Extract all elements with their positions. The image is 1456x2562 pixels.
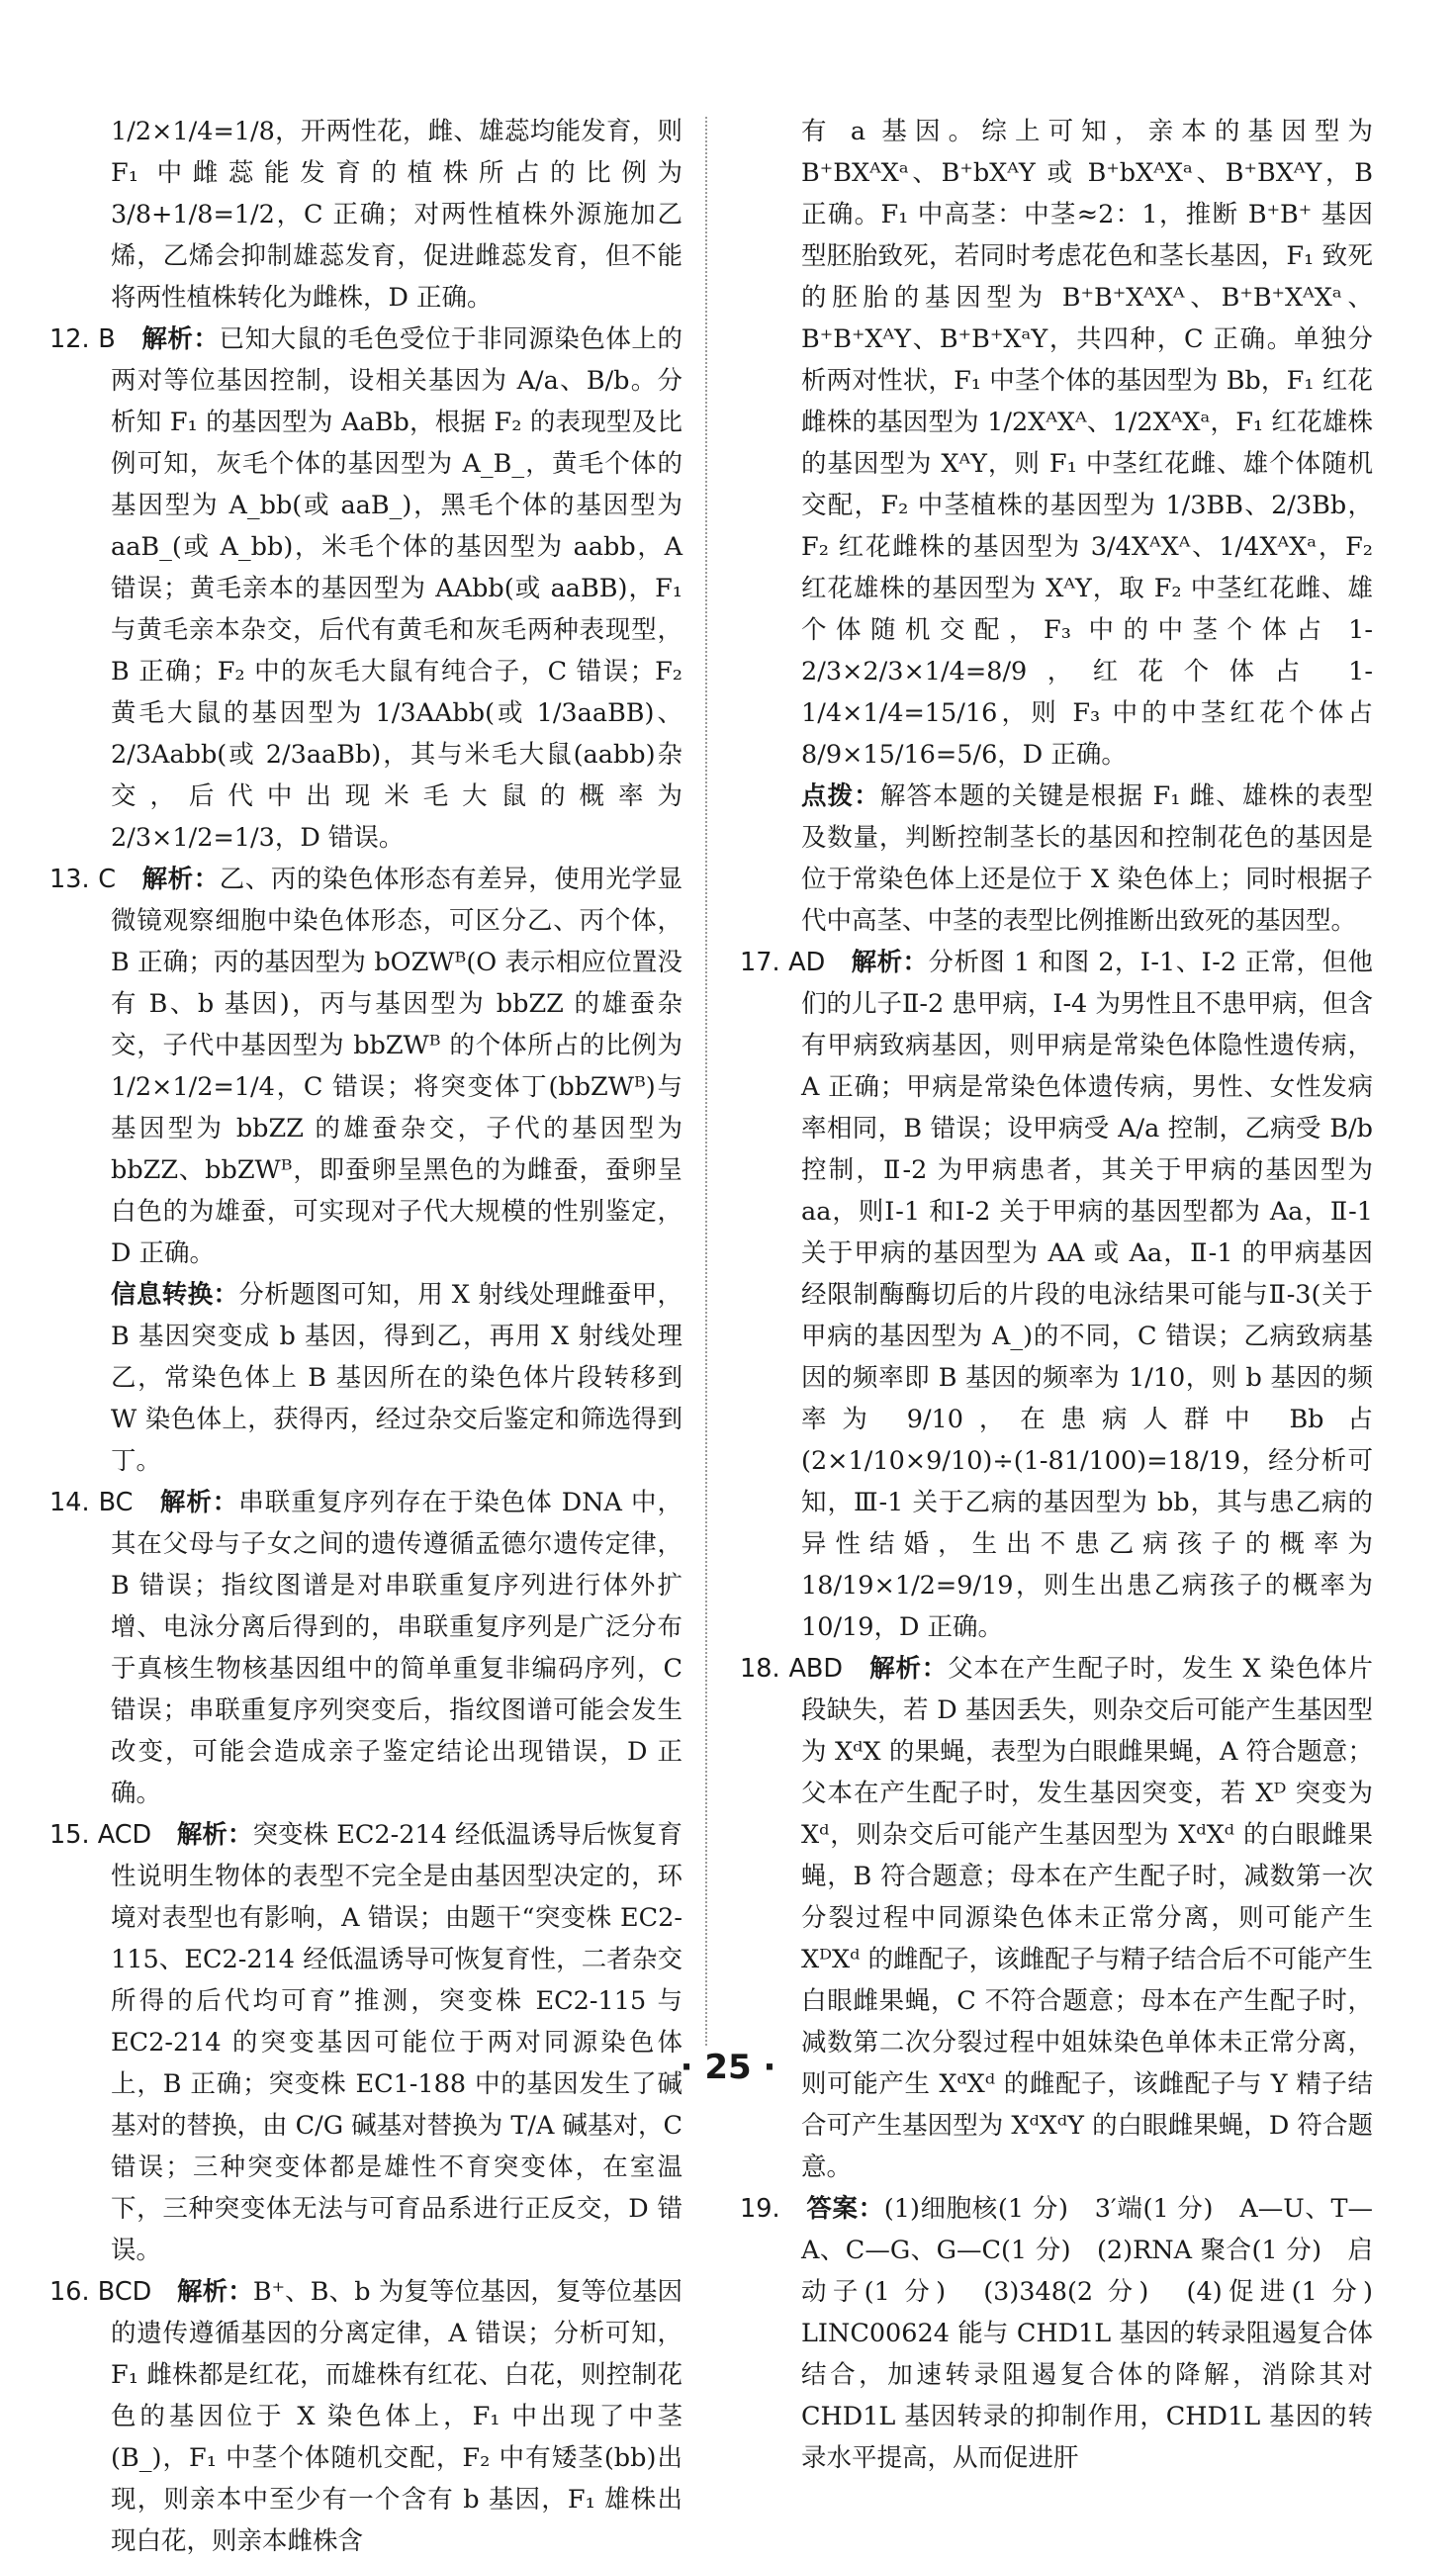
answer-paragraph xyxy=(49,111,682,319)
item-number: 19. xyxy=(740,2194,780,2224)
answer-item xyxy=(740,942,1373,1648)
item-text: 有 a 基因。综上可知，亲本的基因型为 B⁺BXᴬXᵃ、B⁺bXᴬY 或 B⁺bXᴬXᵃ、B⁺BXᴬY，B 正确。F₁ 中高茎：中茎≈2：1，推断 B⁺B⁺ 基因型胚胎致死，若同时考虑花色和茎长基因，F₁ 致死的胚胎的基因型为 B⁺B⁺XᴬXᴬ、B⁺B⁺XᴬXᵃ、B⁺B⁺XᴬY、B⁺B⁺XᵃY，共四种，C 正确。单独分析两对性状，F₁ 中茎个体的基因型为 Bb，F₁ 红花雌株的基因型为 1/2XᴬXᴬ、1/2XᴬXᵃ，F₁ 红花雄株的基因型为 XᴬY，则 F₁ 中茎红花雌、雄个体随机交配，F₂ 中茎植株的基因型为 1/3BB、2/3Bb，F₂ 红花雌株的基因型为 3/4XᴬXᴬ、1/4XᴬXᵃ，F₂ 红花雄株的基因型为 XᴬY，取 F₂ 中茎红花雌、雄个体随机交配，F₃ 中的中茎个体占 1-2/3×2/3×1/4=8/9，红花个体占 1-1/4×1/4=15/16，则 F₃ 中的中茎红花个体占 8/9×15/16=5/6，D 正确。 xyxy=(801,117,1373,770)
right-column xyxy=(740,111,1399,2479)
answer-item xyxy=(49,1482,682,1814)
item-keyword: 解析： xyxy=(141,865,220,894)
answer-item xyxy=(49,319,682,859)
item-text: 乙、丙的染色体形态有差异，使用光学显微镜观察细胞中染色体形态，可区分乙、丙个体，B 正确；丙的基因型为 bOZWᴮ(O 表示相应位置没有 B、b 基因)，丙与基因型为 bbZZ 的雄蚕杂交，子代中基因型为 bbZWᴮ 的个体所占的比例为 1/2×1/2=1/4，C 错误；将突变体丁(bbZWᴮ)与基因型为 bbZZ 的雄蚕杂交，子代的基因型为 bbZZ、bbZWᴮ，即蚕卵呈黑色的为雌蚕，蚕卵呈白色的为雄蚕，可实现对子代大规模的性别鉴定，D 正确。 xyxy=(111,865,682,1268)
item-text: 串联重复序列存在于染色体 DNA 中，其在父母与子女之间的遗传遵循孟德尔遗传定律，B 错误；指纹图谱是对串联重复序列进行体外扩增、电泳分离后得到的，串联重复序列是广泛分布于真核生物核基因组中的简单重复非编码序列，C 错误；串联重复序列突变后，指纹图谱可能会发生改变，可能会造成亲子鉴定结论出现错误，D 正确。 xyxy=(111,1488,682,1808)
item-text: 已知大鼠的毛色受位于非同源染色体上的两对等位基因控制，设相关基因为 A/a、B/b。分析知 F₁ 的基因型为 AaBb，根据 F₂ 的表现型及比例可知，灰毛个体的基因型为 A_B_，黄毛个体的基因型为 A_bb(或 aaB_)，黑毛个体的基因型为 aaB_(或 A_bb)，米毛个体的基因型为 aabb，A 错误；黄毛亲本的基因型为 AAbb(或 aaBB)，F₁ 与黄毛亲本杂交，后代有黄毛和灰毛两种表现型，B 正确；F₂ 中的灰毛大鼠有纯合子，C 错误；F₂ 黄毛大鼠的基因型为 1/3AAbb(或 1/3aaBB)、2/3Aabb(或 2/3aaBb)，其与米毛大鼠(aabb)杂交，后代中出现米毛大鼠的概率为 2/3×1/2=1/3，D 错误。 xyxy=(111,324,682,853)
item-text: (1)细胞核(1 分) 3′端(1 分) A—U、T—A、C—G、G—C(1 分) (2)RNA 聚合(1 分) 启动子(1 分) (3)348(2 分) (4)促进(1 分) LINC00624 能与 CHD1L 基因的转录阻遏复合体结合，加速转录阻遏复合体的降解，消除其对 CHD1L 基因转录的抑制作用，CHD1L 基因的转录水平提高，从而促进肝 xyxy=(801,2194,1399,2473)
item-keyword: 点拨： xyxy=(801,781,880,811)
item-number: 14. BC xyxy=(49,1488,134,1517)
page-number: · 25 · xyxy=(680,2048,776,2087)
item-number: 15. ACD xyxy=(49,1820,152,1850)
left-column xyxy=(49,111,682,2562)
item-keyword: 信息转换： xyxy=(111,1280,239,1310)
answer-paragraph xyxy=(740,776,1373,942)
item-keyword: 解析： xyxy=(159,1488,239,1517)
item-text: 1/2×1/4=1/8，开两性花，雌、雄蕊均能发育，则 F₁ 中雌蕊能发育的植株所占的比例为 3/8+1/8=1/2，C 正确；对两性植株外源施加乙烯，乙烯会抑制雄蕊发育，促进雌蕊发育，但不能将两性植株转化为雌株，D 正确。 xyxy=(111,117,682,313)
answer-item xyxy=(49,859,682,1274)
item-number: 17. AD xyxy=(740,948,826,977)
item-text: B⁺、B、b 为复等位基因，复等位基因的遗传遵循基因的分离定律，A 错误；分析可知，F₁ 雌株都是红花，而雄株有红花、白花，则控制花色的基因位于 X 染色体上，F₁ 中出现了中茎(B_)，F₁ 中茎个体随机交配，F₂ 中有矮茎(bb)出现，则亲本中至少有一个含有 b 基因，F₁ 雄株出现白花，则亲本雌株含 xyxy=(111,2277,682,2556)
item-text: 分析题图可知，用 X 射线处理雌蚕甲，B 基因突变成 b 基因，得到乙，再用 X 射线处理乙，常染色体上 B 基因所在的染色体片段转移到 W 染色体上，获得丙，经过杂交后鉴定和筛选得到丁。 xyxy=(111,1280,682,1476)
item-keyword: 答案： xyxy=(806,2194,884,2224)
item-keyword: 解析： xyxy=(141,324,220,354)
answer-item xyxy=(740,2188,1399,2479)
item-text: 解答本题的关键是根据 F₁ 雌、雄株的表型及数量，判断控制茎长的基因和控制花色的基因是位于常染色体上还是位于 X 染色体上；同时根据子代中高茎、中茎的表型比例推断出致死的基因型。 xyxy=(801,781,1373,936)
item-number: 16. BCD xyxy=(49,2277,152,2307)
item-text: 分析图 1 和图 2，Ⅰ-1、Ⅰ-2 正常，但他们的儿子Ⅱ-2 患甲病，Ⅰ-4 为男性且不患甲病，但含有甲病致病基因，则甲病是常染色体隐性遗传病，A 正确；甲病是常染色体遗传病，男性、女性发病率相同，B 错误；设甲病受 A/a 控制，乙病受 B/b 控制，Ⅱ-2 为甲病患者，其关于甲病的基因型为 aa，则Ⅰ-1 和Ⅰ-2 关于甲病的基因型都为 Aa，Ⅱ-1 关于甲病的基因型为 AA 或 Aa，Ⅱ-1 的甲病基因经限制酶酶切后的片段的电泳结果可能与Ⅱ-3(关于甲病的基因型为 A_)的不同，C 错误；乙病致病基因的频率即 B 基因的频率为 1/10，则 b 基因的频率为 9/10，在患病人群中 Bb 占(2×1/10×9/10)÷(1-81/100)=18/19，经分析可知，Ⅲ-1 关于乙病的基因型为 bb，其与患乙病的异性结婚，生出不患乙病孩子的概率为 18/19×1/2=9/19，则生出患乙病孩子的概率为 10/19，D 正确。 xyxy=(801,948,1373,1642)
item-number: 12. B xyxy=(49,324,116,354)
item-number: 18. ABD xyxy=(740,1654,844,1684)
item-text: 父本在产生配子时，发生 X 染色体片段缺失，若 D 基因丢失，则杂交后可能产生基因型为 XᵈX 的果蝇，表型为白眼雌果蝇，A 符合题意；父本在产生配子时，发生基因突变，若 Xᴰ 突变为 Xᵈ，则杂交后可能产生基因型为 XᵈXᵈ 的白眼雌果蝇，B 符合题意；母本在产生配子时，减数第一次分裂过程中同源染色体未正常分离，则可能产生 XᴰXᵈ 的雌配子，该雌配子与精子结合后不可能产生白眼雌果蝇，C 不符合题意；母本在产生配子时，减数第二次分裂过程中姐妹染色单体未正常分离，则可能产生 XᵈXᵈ 的雌配子，该雌配子与 Y 精子结合可产生基因型为 XᵈXᵈY 的白眼雌果蝇，D 符合题意。 xyxy=(801,1654,1373,2182)
item-keyword: 解析： xyxy=(177,2277,253,2307)
answer-item xyxy=(49,1814,682,2271)
item-number: 13. C xyxy=(49,865,117,894)
answer-item xyxy=(49,2271,682,2562)
answer-item xyxy=(740,1648,1373,2188)
item-keyword: 解析： xyxy=(176,1820,253,1850)
answer-paragraph xyxy=(740,111,1373,776)
item-text: 突变株 EC2-214 经低温诱导后恢复育性说明生物体的表型不完全是由基因型决定的，环境对表型也有影响，A 错误；由题干“突变株 EC2-115、EC2-214 经低温诱导可恢复育性，二者杂交所得的后代均可育”推测，突变株 EC2-115 与 EC2-214 的突变基因可能位于两对同源染色体上，B 正确；突变株 EC1-188 中的基因发生了碱基对的替换，由 C/G 碱基对替换为 T/A 碱基对，C 错误；三种突变体都是雄性不育突变体，在室温下，三种突变体无法与可育品系进行正反交，D 错误。 xyxy=(111,1820,682,2265)
answer-paragraph xyxy=(49,1274,682,1482)
item-keyword: 解析： xyxy=(851,948,929,977)
item-keyword: 解析： xyxy=(869,1654,949,1684)
column-divider xyxy=(705,117,707,2046)
